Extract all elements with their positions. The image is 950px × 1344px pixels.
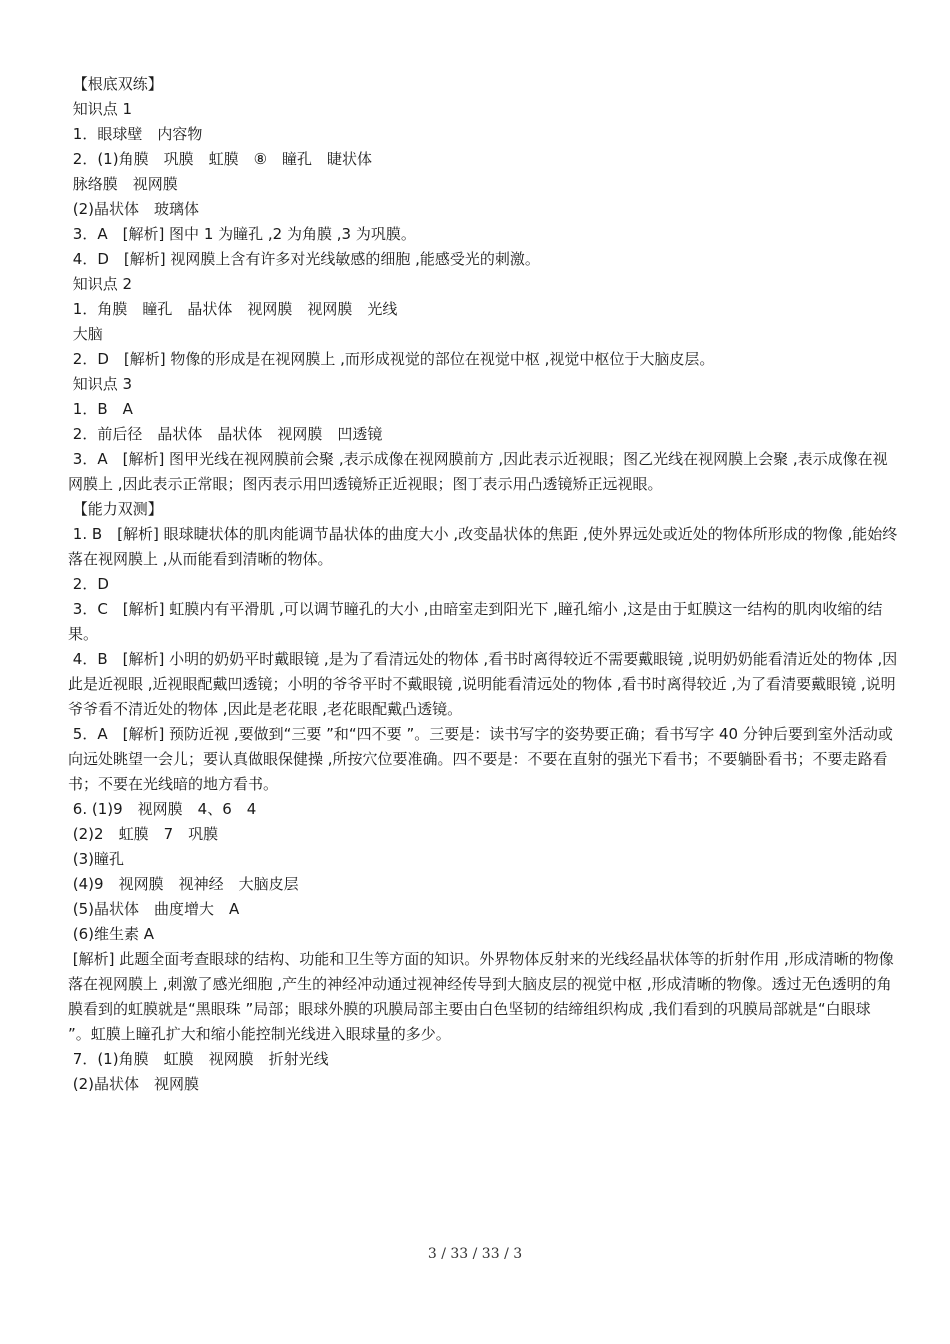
answer-line: (2)晶状体 视网膜 [68,1075,200,1093]
page-number-footer: 3 / 33 / 33 / 3 [427,1246,523,1262]
answer-line: (5)晶状体 曲度增大 A [68,900,240,918]
answer-line: 2．D [解析] 物像的形成是在视网膜上 ,而形成视觉的部位在视觉中枢 ,视觉中枢位于大脑皮层。 [68,350,715,368]
answer-line: 3．A [解析] 图中 1 为瞳孔 ,2 为角膜 ,3 为巩膜。 [68,225,416,243]
answer-line: 4．D [解析] 视网膜上含有许多对光线敏感的细胞 ,能感受光的刺激。 [68,250,540,268]
subsection-heading: 知识点 2 [68,275,133,293]
answer-line: 1．角膜 瞳孔 晶状体 视网膜 视网膜 光线 [68,300,398,318]
answer-line: 2．D [68,575,109,593]
answer-line: (6)维生素 A [68,925,155,943]
answer-line: (2)2 虹膜 7 巩膜 [68,825,219,843]
answer-line: 6. (1)9 视网膜 4、6 4 [68,800,257,818]
subsection-heading: 知识点 1 [68,100,133,118]
document-body [68,72,898,1097]
answer-line: (2)晶状体 玻璃体 [68,200,200,218]
answer-line: 大脑 [68,325,103,343]
answer-line: 1．眼球壁 内容物 [68,125,203,143]
answer-line: 2．前后径 晶状体 晶状体 视网膜 凹透镜 [68,425,383,443]
answer-paragraph: 1. B [解析] 眼球睫状体的肌肉能调节晶状体的曲度大小 ,改变晶状体的焦距 ,使外界远处或近处的物体所形成的物像 ,能始终落在视网膜上 ,从而能看到清晰的物体。 [68,525,898,568]
answer-line: 1．B A [68,400,133,418]
answer-line: (3)瞳孔 [68,850,125,868]
answer-line: 脉络膜 视网膜 [68,175,178,193]
answer-paragraph: 3．C [解析] 虹膜内有平滑肌 ,可以调节瞳孔的大小 ,由暗室走到阳光下 ,瞳孔缩小 ,这是由于虹膜这一结构的肌肉收缩的结果。 [68,600,883,643]
answer-line: 2．(1)角膜 巩膜 虹膜 ⑧ 瞳孔 睫状体 [68,150,373,168]
answer-paragraph: 4．B [解析] 小明的奶奶平时戴眼镜 ,是为了看清远处的物体 ,看书时离得较近不需要戴眼镜 ,说明奶奶能看清近处的物体 ,因此是近视眼 ,近视眼配戴凹透镜；小明的爷爷平时不戴眼镜 ,说明能看清远处的物体 ,看书时离得较近 ,为了看清要戴眼镜 ,说明爷爷看不清近处的物体 ,因此是老花眼 ,老花眼配戴凸透镜。 [68,650,898,718]
answer-paragraph: 5．A [解析] 预防近视 ,要做到“三要 ”和“四不要 ”。三要是：读书写字的姿势要正确；看书写字 40 分钟后要到室外活动或向远处眺望一会儿；要认真做眼保健操 ,所按穴位要准确。四不要是：不要在直射的强光下看书；不要躺卧看书；不要走路看书；不要在光线暗的地方看书。 [68,725,893,793]
answer-paragraph: 3．A [解析] 图甲光线在视网膜前会聚 ,表示成像在视网膜前方 ,因此表示近视眼；图乙光线在视网膜上会聚 ,表示成像在视网膜上 ,因此表示正常眼；图丙表示用凹透镜矫正近视眼；图丁表示用凸透镜矫正远视眼。 [68,450,888,493]
section-heading: 【能力双测】 [68,500,163,518]
answer-line: 7．(1)角膜 虹膜 视网膜 折射光线 [68,1050,329,1068]
section-heading: 【根底双练】 [68,75,163,93]
answer-line: (4)9 视网膜 视神经 大脑皮层 [68,875,299,893]
answer-paragraph: [解析] 此题全面考查眼球的结构、功能和卫生等方面的知识。外界物体反射来的光线经晶状体等的折射作用 ,形成清晰的物像落在视网膜上 ,刺激了感光细胞 ,产生的神经冲动通过视神经传导到大脑皮层的视觉中枢 ,形成清晰的物像。透过无色透明的角膜看到的虹膜就是“黑眼珠 ”局部；眼球外膜的巩膜局部主要由白色坚韧的结缔组织构成 ,我们看到的巩膜局部就是“白眼球 ”。虹膜上瞳孔扩大和缩小能控制光线进入眼球量的多少。 [68,950,894,1043]
subsection-heading: 知识点 3 [68,375,133,393]
